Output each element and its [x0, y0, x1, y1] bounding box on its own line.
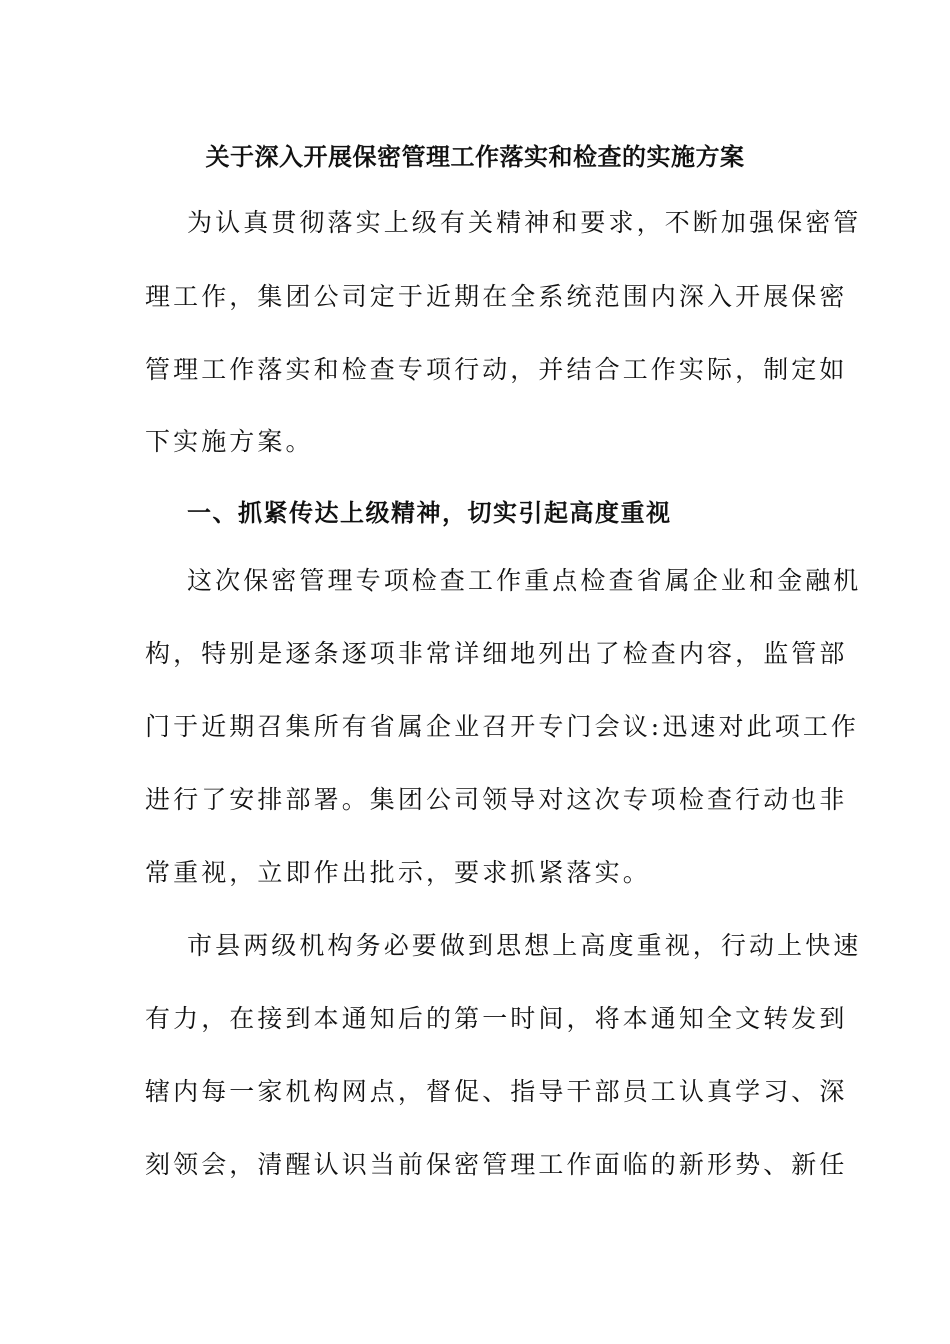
para1-line-5: 常重视，立即作出批示，要求抓紧落实。	[145, 858, 651, 887]
intro-line-3: 管理工作落实和检查专项行动，并结合工作实际，制定如	[145, 355, 848, 384]
para1-line-4: 进行了安排部署。集团公司领导对这次专项检查行动也非	[145, 785, 848, 814]
intro-line-2: 理工作，集团公司定于近期在全系统范围内深入开展保密	[145, 282, 848, 311]
para2-line-1: 市县两级机构务必要做到思想上高度重视，行动上快速	[187, 931, 862, 960]
section-1-heading: 一、抓紧传达上级精神，切实引起高度重视	[187, 498, 672, 527]
intro-line-1: 为认真贯彻落实上级有关精神和要求，不断加强保密管	[187, 208, 862, 237]
para2-line-3: 辖内每一家机构网点，督促、指导干部员工认真学习、深	[145, 1077, 848, 1106]
para1-line-3: 门于近期召集所有省属企业召开专门会议:迅速对此项工作	[145, 712, 860, 741]
intro-line-4: 下实施方案。	[145, 427, 314, 456]
para2-line-4: 刻领会，清醒认识当前保密管理工作面临的新形势、新任	[145, 1150, 848, 1179]
para1-line-2: 构，特别是逐条逐项非常详细地列出了检查内容，监管部	[145, 639, 848, 668]
para2-line-2: 有力，在接到本通知后的第一时间，将本通知全文转发到	[145, 1004, 848, 1033]
para1-line-1: 这次保密管理专项检查工作重点检查省属企业和金融机	[187, 566, 862, 595]
document-title: 关于深入开展保密管理工作落实和检查的实施方案	[205, 142, 745, 171]
